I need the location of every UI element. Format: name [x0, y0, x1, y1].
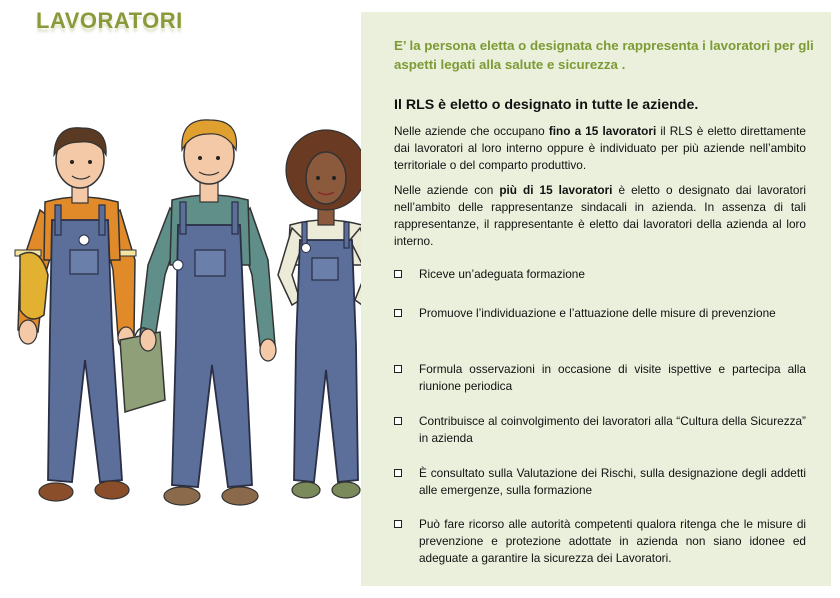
bold-threshold: più di 15 lavoratori — [499, 183, 613, 197]
workers-illustration — [0, 100, 395, 590]
list-item: È consultato sulla Valutazione dei Rischi, sulla designazione degli addetti alle emergenze, sulla formazione — [394, 465, 806, 499]
intro-text: E’ la persona eletta o designata che rappresenta i lavoratori per gli aspetti legati alla salute e sicurezza . — [394, 38, 814, 72]
info-panel — [361, 12, 831, 586]
section-heading: Il RLS è eletto o designato in tutte le aziende. — [394, 97, 699, 113]
checkbox-bullet-icon — [394, 417, 402, 425]
checkbox-bullet-icon — [394, 520, 402, 528]
list-item: Contribuisce al coinvolgimento dei lavoratori alla “Cultura della Sicurezza” in azienda — [394, 413, 806, 447]
bold-threshold: fino a 15 lavoratori — [548, 124, 657, 138]
list-item: Può fare ricorso alle autorità competenti qualora ritenga che le misure di prevenzione e protezione adottate in azienda non siano idonee ed adeguate a garantire la sicurezza dei Lavoratori. — [394, 516, 806, 567]
checkbox-bullet-icon — [394, 469, 402, 477]
list-item: Promuove l’individuazione e l’attuazione delle misure di prevenzione — [394, 305, 806, 322]
list-item: Formula osservazioni in occasione di visite ispettive e partecipa alla riunione periodica — [394, 361, 806, 395]
list-item: Riceve un’adeguata formazione — [394, 266, 806, 283]
page-title: LAVORATORI — [36, 8, 183, 33]
paragraph-large-companies: Nelle aziende con più di 15 lavoratori è eletto o designato dai lavoratori nell’ambito delle rappresentanze sindacali in azienda. In assenza di tali rappresentanze, il rappresentante è eletto dai lavoratori della azienda al loro interno. — [394, 183, 807, 248]
checkbox-bullet-icon — [394, 270, 402, 278]
worker-middle — [120, 120, 276, 505]
paragraph-small-companies: Nelle aziende che occupano fino a 15 lavoratori il RLS è eletto direttamente dai lavoratori al loro interno oppure è individuato per più aziende nell’ambito territoriale o del comparto produttivo. — [394, 124, 806, 172]
checkbox-bullet-icon — [394, 309, 402, 317]
checkbox-bullet-icon — [394, 365, 402, 373]
worker-left — [15, 128, 136, 501]
